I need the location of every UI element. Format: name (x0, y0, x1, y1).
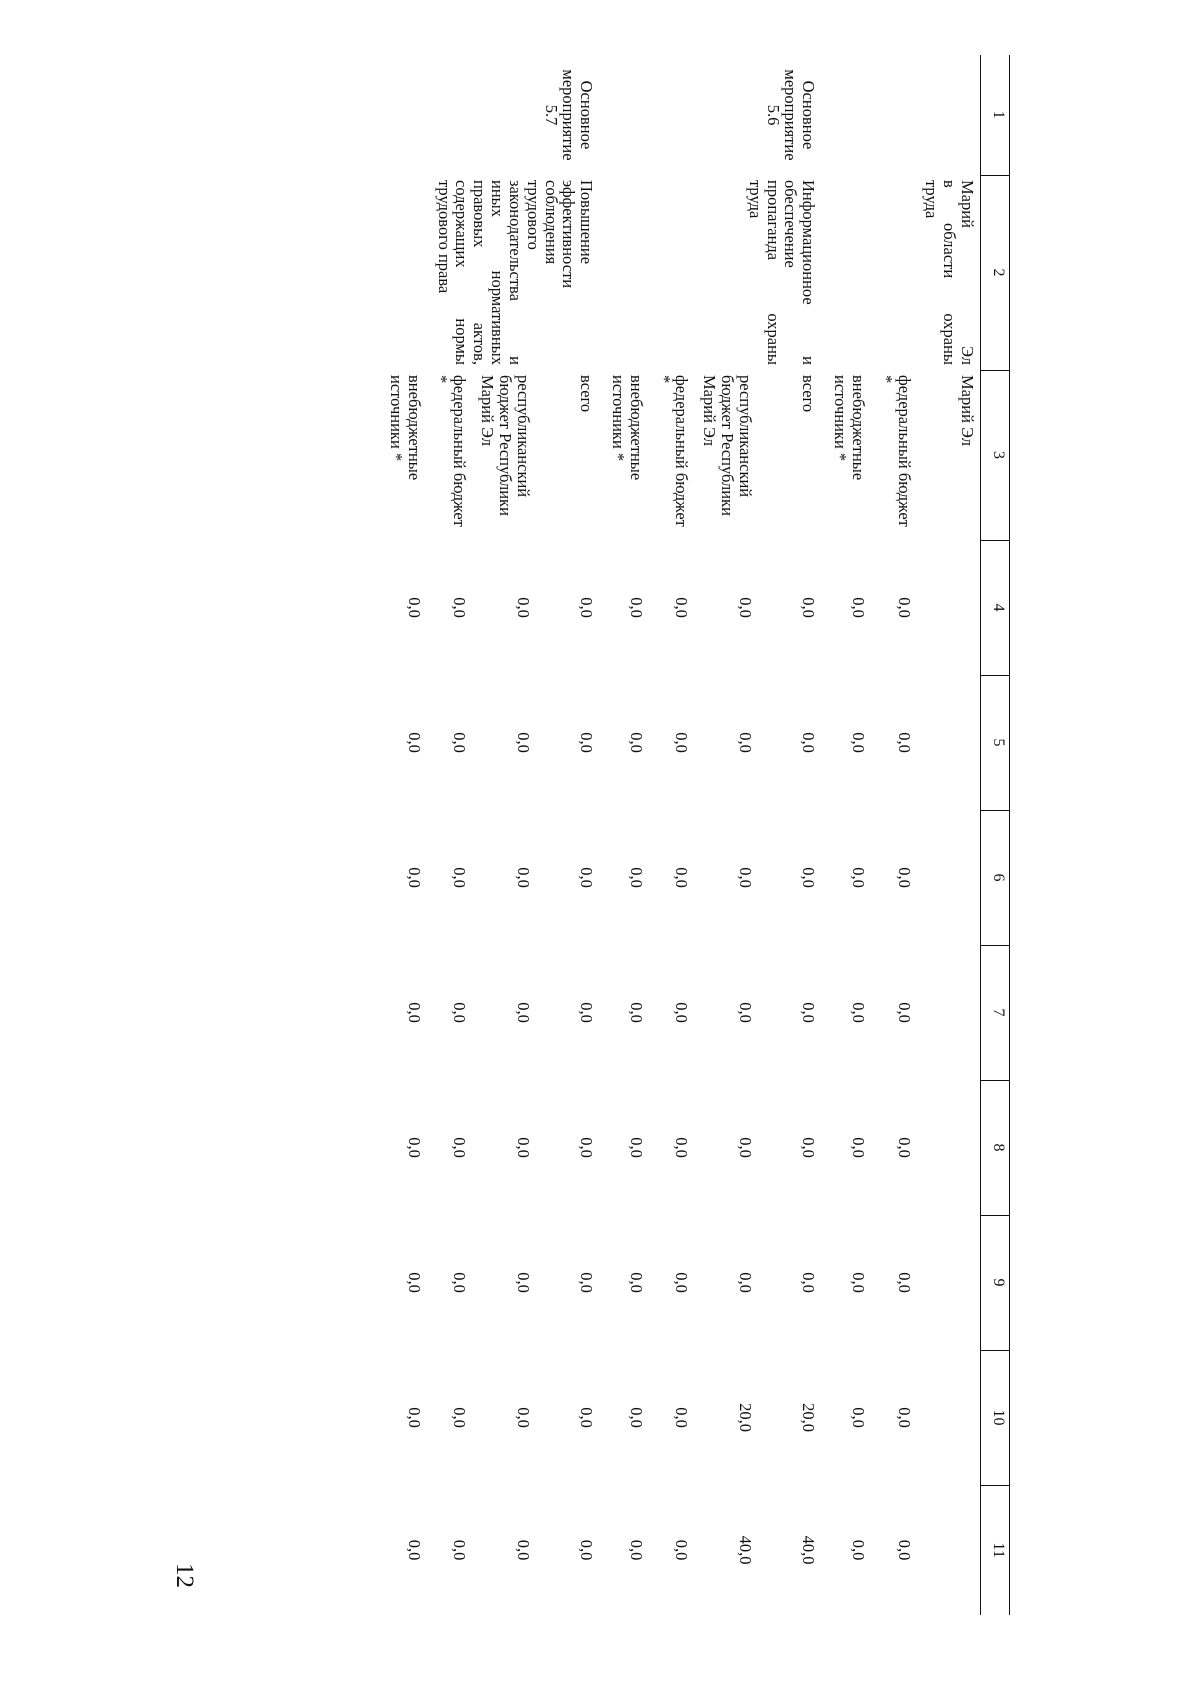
value-cell: 0,0 (672, 1002, 692, 1023)
funding-source-cell: федеральный бюджет * (876, 375, 914, 527)
event-description-cell (381, 175, 599, 370)
event-description-cell (599, 175, 821, 370)
value-cell: 0,0 (513, 1002, 533, 1023)
value-cell: 0,0 (450, 1137, 470, 1158)
value-cell: 0,0 (577, 867, 597, 888)
description-line: в области охраны (940, 180, 960, 365)
value-cell: 0,0 (404, 597, 424, 618)
table-row (758, 55, 821, 1615)
value-cell: 0,0 (404, 1002, 424, 1023)
value-cell: 0,0 (450, 1539, 470, 1561)
value-cell: 0,0 (799, 597, 819, 618)
description-line: иных нормативных (488, 180, 508, 365)
value-cell: 0,0 (848, 732, 868, 753)
header-col-7: 7 (981, 945, 1010, 1080)
header-col-11: 11 (981, 1485, 1010, 1615)
value-cell: 0,0 (894, 597, 914, 618)
description-line: труда (922, 180, 942, 219)
event-name-cell: Основное мероприятие 5.7 (541, 69, 597, 161)
value-cell: 0,0 (450, 732, 470, 753)
value-cell: 0,0 (735, 1272, 755, 1293)
value-cell: 0,0 (672, 867, 692, 888)
value-cell: 0,0 (799, 1272, 819, 1293)
description-line: законодательства и (505, 180, 525, 365)
header-col-8: 8 (981, 1080, 1010, 1215)
description-line: труда (745, 180, 765, 219)
value-cell: 0,0 (450, 867, 470, 888)
description-line: трудового (523, 180, 543, 250)
value-cell: 0,0 (626, 1137, 646, 1158)
value-cell: 0,0 (577, 732, 597, 753)
value-cell: 0,0 (626, 1272, 646, 1293)
table-row (821, 55, 871, 1615)
table-row (871, 55, 917, 1615)
event-name-cell (694, 55, 757, 175)
value-cell: 40,0 (735, 1535, 755, 1565)
value-cell: 0,0 (848, 1539, 868, 1561)
value-cell (917, 540, 981, 675)
value-cell: 0,0 (848, 867, 868, 888)
value-cell: 0,0 (799, 1002, 819, 1023)
value-cell: 0,0 (577, 597, 597, 618)
value-cell: 0,0 (799, 732, 819, 753)
value-cell: 40,0 (799, 1535, 819, 1565)
description-line: Повышение (577, 180, 597, 265)
value-cell: 0,0 (672, 597, 692, 618)
value-cell: 0,0 (894, 1002, 914, 1023)
funding-source-cell: республиканский бюджет Республики Марий Эл (700, 375, 755, 516)
event-name-cell (427, 55, 473, 175)
event-name-cell (821, 55, 871, 175)
value-cell: 0,0 (735, 1137, 755, 1158)
funding-source-cell: всего (577, 375, 597, 413)
value-cell: 0,0 (672, 1272, 692, 1293)
value-cell: 0,0 (894, 1539, 914, 1561)
value-cell: 0,0 (404, 867, 424, 888)
funding-source-cell: внебюджетные источники * (386, 375, 424, 481)
header-col-3: 3 (981, 370, 1010, 540)
value-cell: 0,0 (626, 1539, 646, 1561)
funding-source-cell: внебюджетные источники * (609, 375, 646, 481)
value-cell (917, 1080, 981, 1215)
event-name-cell: Основное мероприятие 5.6 (763, 69, 819, 161)
table-row (917, 55, 981, 1615)
description-line: Марий Эл (958, 180, 977, 365)
value-cell: 0,0 (735, 867, 755, 888)
value-cell: 0,0 (894, 732, 914, 753)
description-line: соблюдения (541, 180, 561, 265)
value-cell: 0,0 (672, 1137, 692, 1158)
value-cell: 0,0 (672, 732, 692, 753)
value-cell: 0,0 (404, 1272, 424, 1293)
event-name-cell (871, 55, 917, 175)
value-cell: 0,0 (894, 867, 914, 888)
table-row (536, 55, 599, 1615)
funding-source-cell: республиканский бюджет Республики Марий Эл (478, 375, 533, 516)
event-name-cell (599, 55, 649, 175)
value-cell: 0,0 (404, 1407, 424, 1428)
value-cell: 0,0 (894, 1272, 914, 1293)
value-cell: 0,0 (450, 597, 470, 618)
value-cell: 0,0 (672, 1407, 692, 1428)
funding-source-cell: Марий Эл (958, 375, 977, 446)
value-cell: 20,0 (735, 1403, 755, 1432)
value-cell: 0,0 (626, 1002, 646, 1023)
value-cell: 0,0 (894, 1137, 914, 1158)
value-cell: 0,0 (626, 867, 646, 888)
event-name-cell (649, 55, 695, 175)
description-line: правовых актов, (470, 180, 490, 365)
funding-source-cell: всего (799, 375, 819, 413)
value-cell: 0,0 (848, 1002, 868, 1023)
funding-table (381, 55, 1010, 1615)
header-col-5: 5 (981, 675, 1010, 810)
description-line: Информационное и (799, 180, 819, 365)
value-cell: 0,0 (513, 867, 533, 888)
value-cell: 0,0 (513, 1407, 533, 1428)
value-cell: 0,0 (577, 1272, 597, 1293)
header-col-1: 1 (981, 55, 1010, 175)
description-line: трудового права (434, 180, 454, 294)
value-cell: 0,0 (735, 732, 755, 753)
header-col-10: 10 (981, 1350, 1010, 1485)
event-name-cell (917, 55, 981, 175)
funding-source-cell: федеральный бюджет * (432, 375, 470, 527)
value-cell (917, 1350, 981, 1485)
value-cell: 0,0 (404, 1137, 424, 1158)
value-cell: 0,0 (848, 1272, 868, 1293)
event-name-cell (381, 55, 427, 175)
header-col-2: 2 (981, 175, 1010, 370)
value-cell: 0,0 (513, 1137, 533, 1158)
value-cell: 0,0 (672, 1539, 692, 1561)
funding-source-cell: внебюджетные источники * (831, 375, 868, 481)
value-cell: 0,0 (450, 1272, 470, 1293)
funding-source-cell: федеральный бюджет * (654, 375, 692, 527)
value-cell (917, 675, 981, 810)
value-cell: 0,0 (450, 1407, 470, 1428)
description-line: пропаганда охраны (763, 180, 783, 365)
event-description-cell (871, 175, 917, 370)
value-cell: 0,0 (404, 732, 424, 753)
value-cell: 20,0 (799, 1403, 819, 1432)
value-cell (917, 945, 981, 1080)
value-cell: 0,0 (513, 1272, 533, 1293)
value-cell: 0,0 (513, 597, 533, 618)
value-cell: 0,0 (626, 597, 646, 618)
description-line: обеспечение (781, 180, 801, 268)
value-cell: 0,0 (577, 1002, 597, 1023)
value-cell: 0,0 (513, 1539, 533, 1561)
value-cell: 0,0 (848, 597, 868, 618)
value-cell (917, 1485, 981, 1615)
event-description-cell (917, 175, 981, 370)
value-cell (917, 810, 981, 945)
header-col-6: 6 (981, 810, 1010, 945)
value-cell: 0,0 (577, 1407, 597, 1428)
header-col-9: 9 (981, 1215, 1010, 1350)
value-cell: 0,0 (577, 1137, 597, 1158)
value-cell: 0,0 (513, 732, 533, 753)
value-cell: 0,0 (577, 1539, 597, 1561)
description-line: эффективности (559, 180, 579, 289)
header-col-4: 4 (981, 540, 1010, 675)
value-cell (917, 1215, 981, 1350)
value-cell: 0,0 (626, 732, 646, 753)
value-cell: 0,0 (848, 1407, 868, 1428)
description-line: содержащих нормы (452, 180, 472, 365)
value-cell: 0,0 (894, 1407, 914, 1428)
value-cell: 0,0 (799, 867, 819, 888)
value-cell: 0,0 (626, 1407, 646, 1428)
value-cell: 0,0 (450, 1002, 470, 1023)
column-number-header (981, 55, 1010, 1615)
event-name-cell (472, 55, 535, 175)
rotated-table-sheet (171, 55, 1010, 1615)
value-cell: 0,0 (735, 597, 755, 618)
value-cell: 0,0 (848, 1137, 868, 1158)
value-cell: 0,0 (404, 1539, 424, 1561)
table-body (381, 55, 980, 1615)
event-description-cell (821, 175, 871, 370)
value-cell: 0,0 (799, 1137, 819, 1158)
value-cell: 0,0 (735, 1002, 755, 1023)
page-number: 12 (171, 1563, 198, 1588)
